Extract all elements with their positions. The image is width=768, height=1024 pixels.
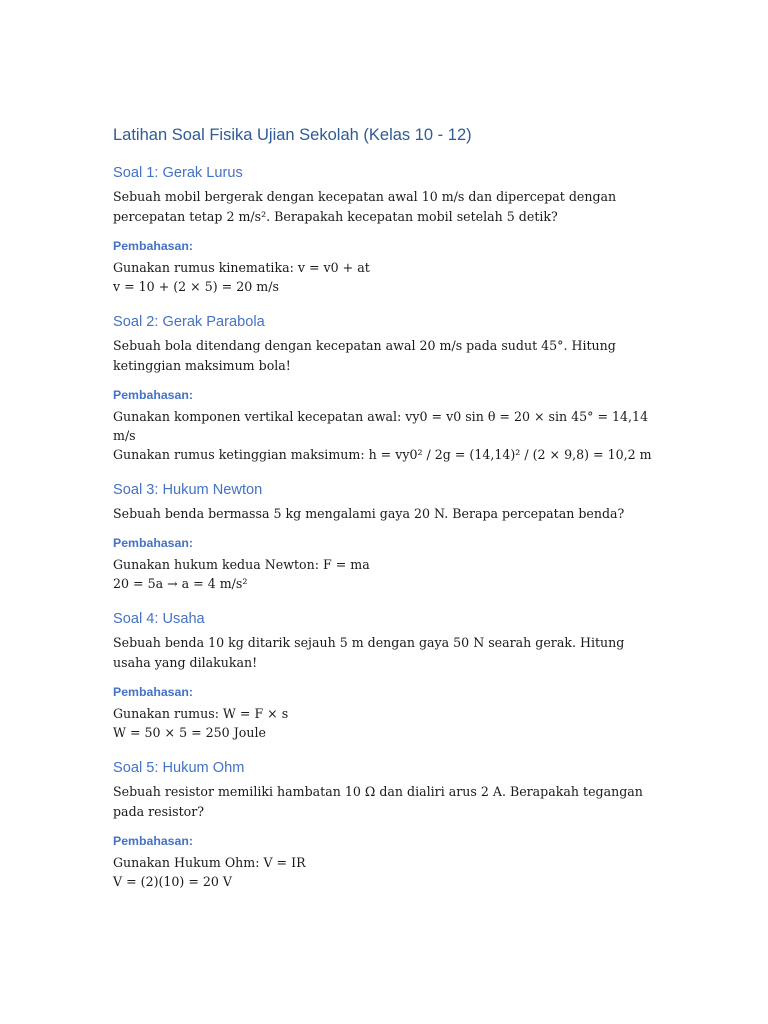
question-section-2 (113, 312, 653, 464)
solution-line: Gunakan rumus: W = F × s (113, 706, 289, 721)
question-heading: Soal 5: Hukum Ohm (113, 760, 245, 776)
question-section-1 (113, 163, 653, 296)
solution-line: 20 = 5a → a = 4 m/s² (113, 576, 248, 591)
solution-line: V = (2)(10) = 20 V (113, 874, 233, 889)
solution-line: Gunakan Hukum Ohm: V = IR (113, 855, 306, 870)
solution-line: v = 10 + (2 × 5) = 20 m/s (113, 279, 279, 294)
solution-label: Pembahasan: (113, 536, 193, 550)
question-text: Sebuah mobil bergerak dengan kecepatan awal 10 m/s dan dipercepat dengan percepatan tetap 2 m/s². Berapakah kecepatan mobil setelah 5 detik? (113, 189, 617, 224)
document-title: Latihan Soal Fisika Ujian Sekolah (Kelas 10 - 12) (113, 126, 472, 144)
question-heading: Soal 3: Hukum Newton (113, 482, 263, 498)
question-text: Sebuah resistor memiliki hambatan 10 Ω dan dialiri arus 2 A. Berapakah tegangan pada resistor? (113, 784, 643, 819)
question-section-5 (113, 758, 653, 891)
question-heading: Soal 4: Usaha (113, 611, 205, 627)
question-heading: Soal 1: Gerak Lurus (113, 165, 243, 181)
question-text: Sebuah bola ditendang dengan kecepatan awal 20 m/s pada sudut 45°. Hitung ketinggian maksimum bola! (113, 338, 616, 373)
solution-label: Pembahasan: (113, 388, 193, 402)
question-section-3 (113, 480, 653, 593)
solution-label: Pembahasan: (113, 685, 193, 699)
solution-label: Pembahasan: (113, 239, 193, 253)
question-heading: Soal 2: Gerak Parabola (113, 314, 265, 330)
solution-label: Pembahasan: (113, 834, 193, 848)
question-text: Sebuah benda 10 kg ditarik sejauh 5 m dengan gaya 50 N searah gerak. Hitung usaha yang dilakukan! (113, 635, 625, 670)
document-page (113, 125, 653, 907)
solution-line: W = 50 × 5 = 250 Joule (113, 725, 266, 740)
solution-line: Gunakan rumus kinematika: v = v0 + at (113, 260, 370, 275)
solution-line: Gunakan hukum kedua Newton: F = ma (113, 557, 370, 572)
question-section-4 (113, 609, 653, 742)
solution-line: Gunakan komponen vertikal kecepatan awal: vy0 = v0 sin θ = 20 × sin 45° = 14,14 m/s (113, 409, 649, 443)
solution-line: Gunakan rumus ketinggian maksimum: h = vy0² / 2g = (14,14)² / (2 × 9,8) = 10,2 m (113, 447, 652, 462)
question-text: Sebuah benda bermassa 5 kg mengalami gaya 20 N. Berapa percepatan benda? (113, 506, 625, 521)
